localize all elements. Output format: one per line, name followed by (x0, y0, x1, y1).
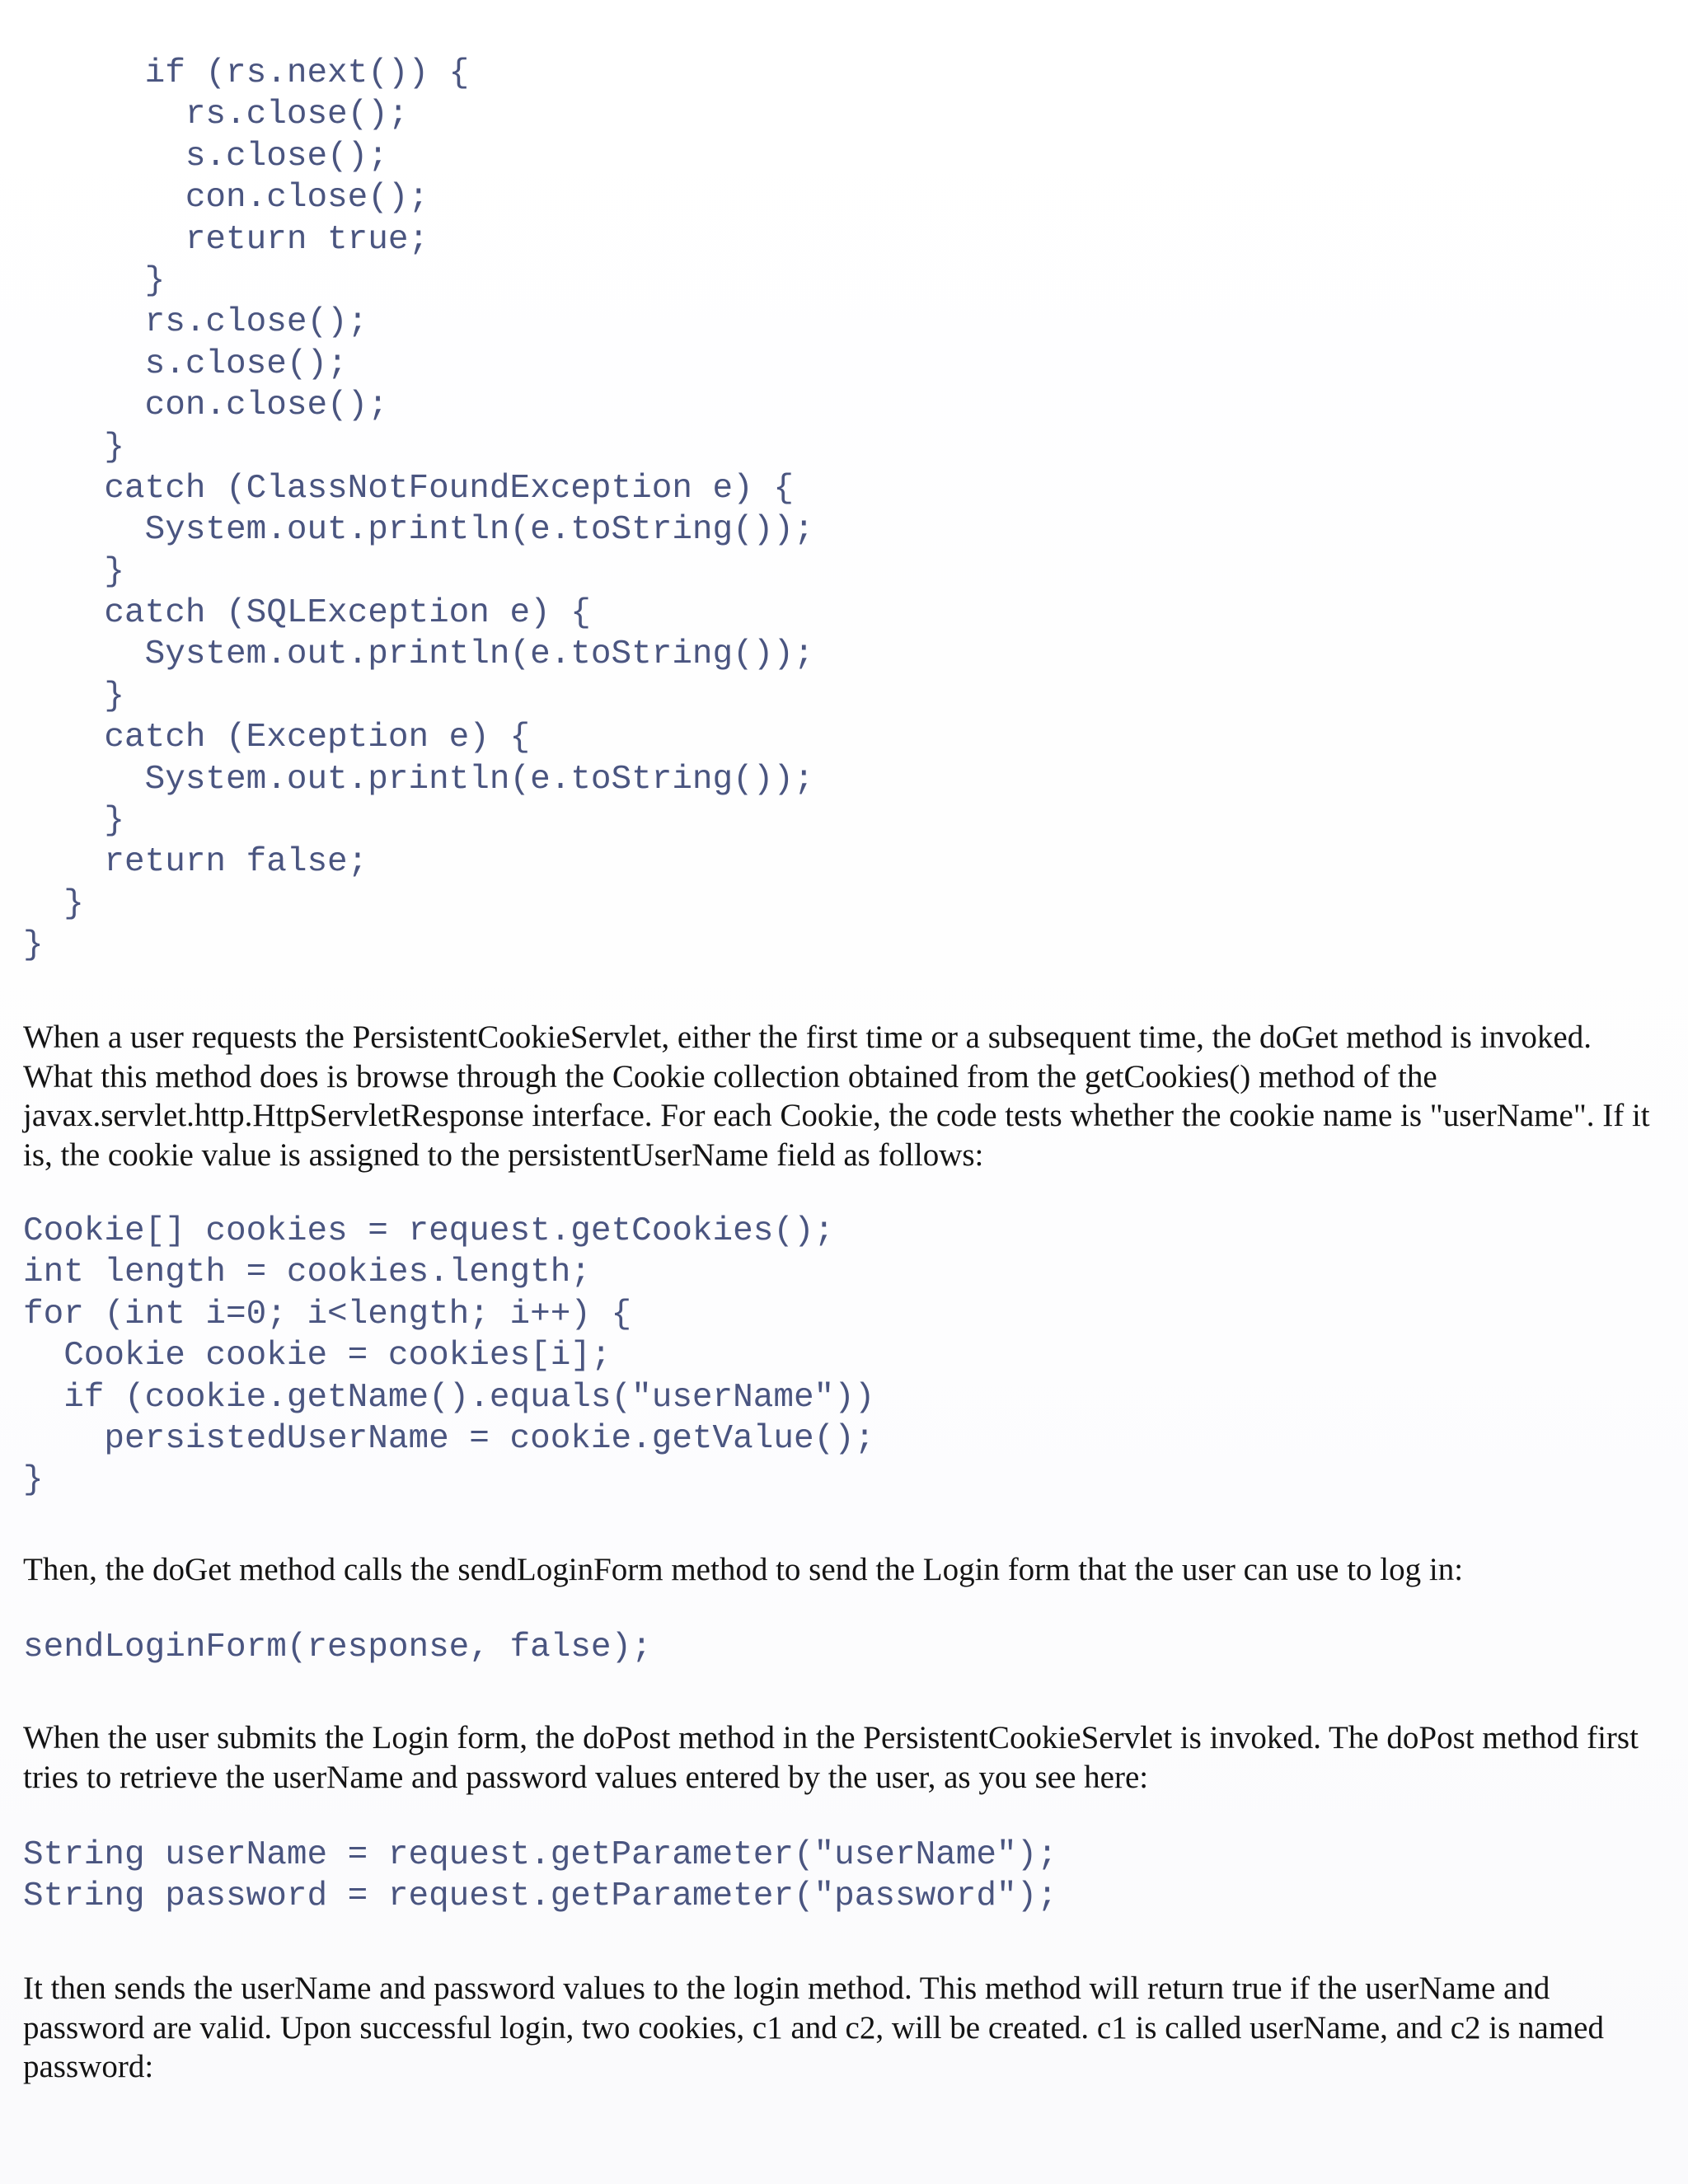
paragraph-doget-then: Then, the doGet method calls the sendLoginForm method to send the Login form that the user can use to log in: (23, 1552, 1464, 1587)
code-line: con.close(); (23, 179, 429, 218)
code-line: } (23, 428, 125, 466)
code-line: } (23, 884, 84, 923)
code-block-send-login-form (23, 1627, 652, 1668)
code-line: sendLoginForm(response, false); (23, 1629, 652, 1666)
code-line: s.close(); (23, 344, 348, 383)
code-line: String userName = request.getParameter("userName"); (23, 1836, 1057, 1874)
code-line: Cookie[] cookies = request.getCookies(); (23, 1212, 835, 1250)
code-line: catch (ClassNotFoundException e) { (23, 469, 794, 508)
code-line: int length = cookies.length; (23, 1254, 591, 1292)
code-line: catch (SQLException e) { (23, 594, 591, 633)
code-line: Cookie cookie = cookies[i]; (23, 1337, 612, 1376)
code-line: rs.close(); (23, 303, 368, 342)
code-line: System.out.println(e.toString()); (23, 760, 814, 799)
paragraph-doget-intro: When a user requests the PersistentCookieServlet, either the first time or a subsequent time, the doGet method is invoked. What this method does is browse through the Cookie collection obtained from the getCookies() method of the javax.servlet.http.HttpServletResponse interface. For each Cookie, the code tests whether the cookie name is "userName". If it is, the cookie value is assigned to the persistentUserName field as follows: (23, 1019, 1650, 1173)
code-line: return true; (23, 220, 429, 259)
code-line: for (int i=0; i<length; i++) { (23, 1295, 632, 1333)
code-block-login-method-tail (23, 53, 814, 967)
code-line: catch (Exception e) { (23, 719, 531, 757)
code-line: } (23, 802, 125, 841)
code-line: rs.close(); (23, 96, 409, 134)
code-line: } (23, 552, 125, 591)
code-block-cookie-loop (23, 1211, 874, 1502)
code-line: System.out.println(e.toString()); (23, 511, 814, 550)
code-line: persistedUserName = cookie.getValue(); (23, 1419, 875, 1458)
code-line: } (23, 677, 125, 715)
code-line: } (23, 926, 44, 965)
code-line: } (23, 1461, 44, 1500)
code-line: if (rs.next()) { (23, 54, 470, 92)
code-line: con.close(); (23, 387, 388, 425)
code-block-get-parameters (23, 1835, 1057, 1918)
code-line: } (23, 261, 166, 300)
code-line: String password = request.getParameter("password"); (23, 1877, 1057, 1916)
code-line: System.out.println(e.toString()); (23, 635, 814, 674)
code-line: return false; (23, 843, 368, 882)
paragraph-login-cookies: It then sends the userName and password values to the login method. This method will return true if the userName and password are valid. Upon successful login, two cookies, c1 and c2, will be created. c1 is called userName, and c2 is named password: (23, 1971, 1604, 2084)
code-line: s.close(); (23, 137, 388, 176)
paragraph-dopost-intro: When the user submits the Login form, the doPost method in the PersistentCookieServlet is invoked. The doPost method first tries to retrieve the userName and password values entered by the user, as you see here: (23, 1720, 1639, 1795)
code-line: if (cookie.getName().equals("userName")) (23, 1378, 875, 1417)
